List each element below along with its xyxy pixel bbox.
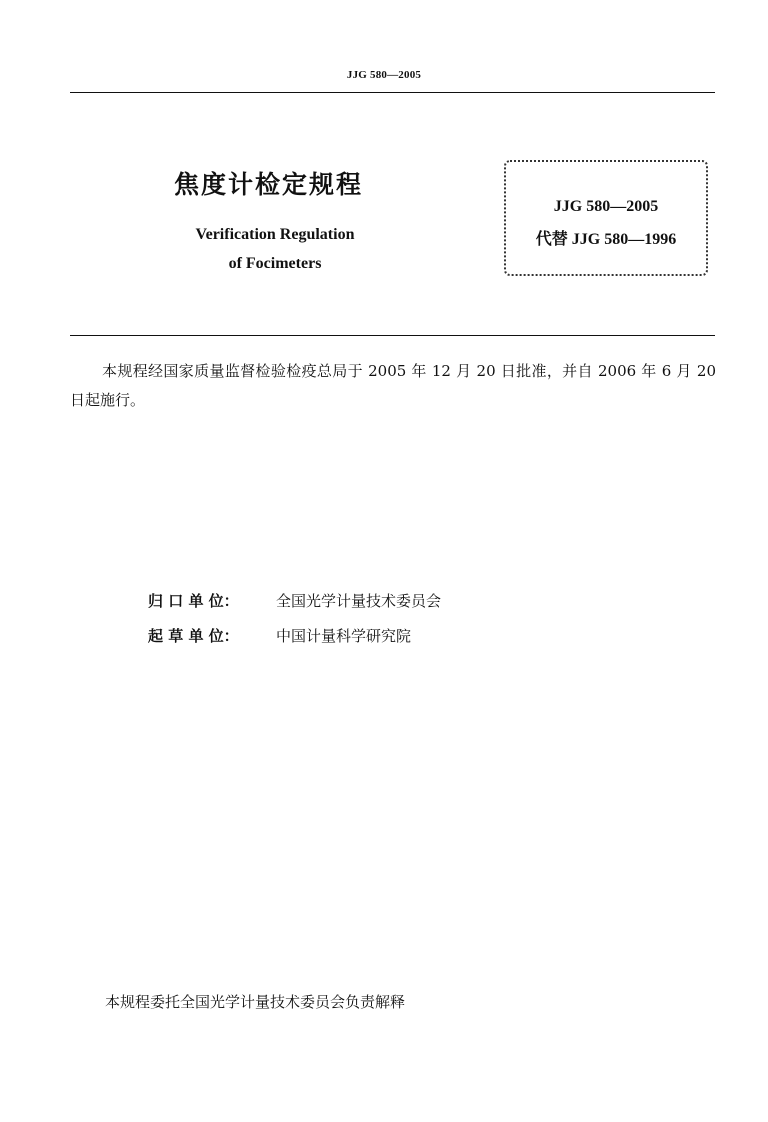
title-english-line2: of Focimeters [228,255,322,272]
responsible-unit-value: 全国光学计量技术委员会 [276,592,442,610]
top-divider [70,92,715,93]
header-standard-code: JJG 580—2005 [346,69,422,81]
drafting-unit-value: 中国计量科学研究院 [276,627,412,645]
standard-code: JJG 580—2005 [553,198,659,215]
drafting-unit-label: 起 草 单 位： [148,627,239,645]
title-chinese: 焦度计检定规程 [174,170,364,199]
title-english-line1: Verification Regulation [195,226,355,243]
responsible-unit-row [148,590,441,611]
standard-code-box [504,160,708,276]
responsible-unit-label: 归 口 单 位： [148,592,239,610]
interpretation-note: 本规程委托全国光学计量技术委员会负责解释 [105,993,406,1011]
drafting-unit-row [148,625,411,646]
approval-statement: 本规程经国家质量监督检验检疫总局于 2005 年 12 月 20 日批准，并自 2006 年 6 月 20 日起施行。 [70,362,716,409]
middle-divider [70,335,715,336]
replaces-code: 代替 JJG 580—1996 [535,231,677,248]
